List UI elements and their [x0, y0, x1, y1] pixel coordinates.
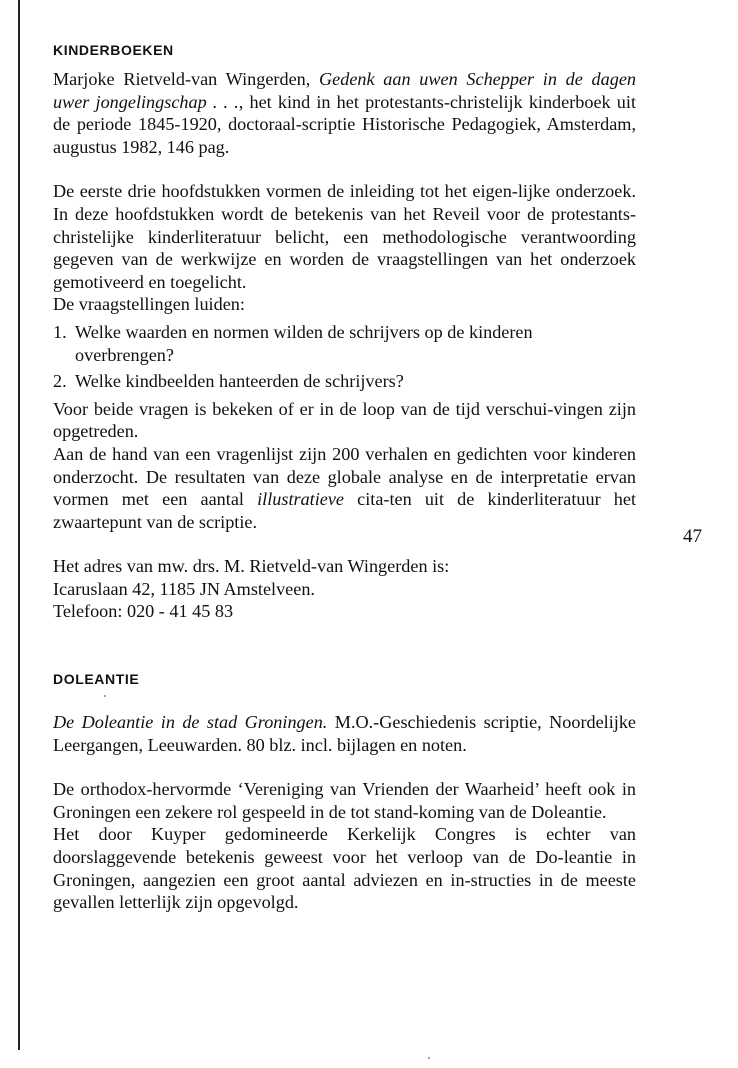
doleantie-paragraph: De orthodox-hervormde ‘Vereniging van Vrienden der Waarheid’ heeft ook in Groningen een zekere rol gespeeld in de tot stand-koming van de Doleantie. — [53, 779, 636, 822]
analysis-paragraph — [53, 443, 636, 533]
address-line: Telefoon: 020 - 41 45 83 — [53, 601, 234, 622]
section-heading-kinderboeken: KINDERBOEKEN — [53, 42, 174, 58]
shifts-paragraph: Voor beide vragen is bekeken of er in de loop van de tijd verschui-vingen zijn opgetreden. — [53, 398, 636, 442]
citation-author: Marjoke Rietveld-van Wingerden, — [53, 69, 311, 89]
page-number: 47 — [683, 526, 702, 547]
section-heading-doleantie: DOLEANTIE — [53, 671, 140, 688]
analysis-italic: illustratieve — [257, 489, 344, 510]
questions-list — [53, 321, 636, 393]
list-item-text: Welke kindbeelden hanteerden de schrijvers? — [75, 371, 404, 392]
citation-kinderboeken — [53, 68, 636, 158]
doleantie-paragraph: Het door Kuyper gedomineerde Kerkelijk Congres is echter van doorslaggevende betekenis geweest voor het verloop van de Do-leantie in Groningen, aangezien een groot aantal adviezen en in-structies in de meeste gevallen letterlijk zijn opgevolgd. — [53, 824, 636, 913]
citation-doleantie — [53, 711, 636, 756]
analysis-text-end: cita-ten uit de kinderliteratuur het zwaartepunt van de scriptie. — [53, 489, 636, 532]
analysis-text: Aan de hand van een vragenlijst zijn 200 verhalen en gedichten voor kinderen onderzocht. De resultaten van deze globale analyse en de interpretatie ervan vormen met een aantal — [53, 443, 636, 510]
address-line: Het adres van mw. drs. M. Rietveld-van Wingerden is: — [53, 556, 450, 577]
list-item — [53, 370, 636, 393]
address-line: Icaruslaan 42, 1185 JN Amstelveen. — [53, 578, 315, 599]
list-item-text: Welke waarden en normen wilden de schrijvers op de kinderen overbrengen? — [75, 321, 533, 365]
list-item-number: 1. — [53, 321, 67, 342]
intro-paragraph: De eerste drie hoofdstukken vormen de inleiding tot het eigen-lijke onderzoek. In deze hoofdstukken wordt de betekenis van het Reveil voor de protestants-christelijke kinderliteratuur belicht, een methodologische verantwoording gegeven van de werkwijze en worden de vraagstellingen van het onderzoek gemotiveerd en toegelicht. — [53, 181, 636, 292]
questions-lead: De vraagstellingen luiden: — [53, 294, 245, 315]
page-content — [53, 40, 636, 914]
list-item-number: 2. — [53, 371, 67, 392]
citation-title: De Doleantie in de stad Groningen. — [53, 712, 328, 733]
citation-title: Gedenk aan uwen Schepper in de dagen uwer jongelingschap . . . — [53, 69, 637, 112]
citation-details: , het kind in het protestants-christelijk kinderboek uit de periode 1845-1920, doctoraal-scriptie Historische Pedagogiek, Amsterdam, augustus 1982, 146 pag. — [53, 91, 636, 157]
scan-speck — [428, 1057, 430, 1059]
margin-rule — [18, 0, 20, 1050]
citation-details: M.O.-Geschiedenis scriptie, Noordelijke Leergangen, Leeuwarden. 80 blz. incl. bijlagen en noten. — [53, 712, 636, 755]
list-item — [53, 321, 636, 366]
